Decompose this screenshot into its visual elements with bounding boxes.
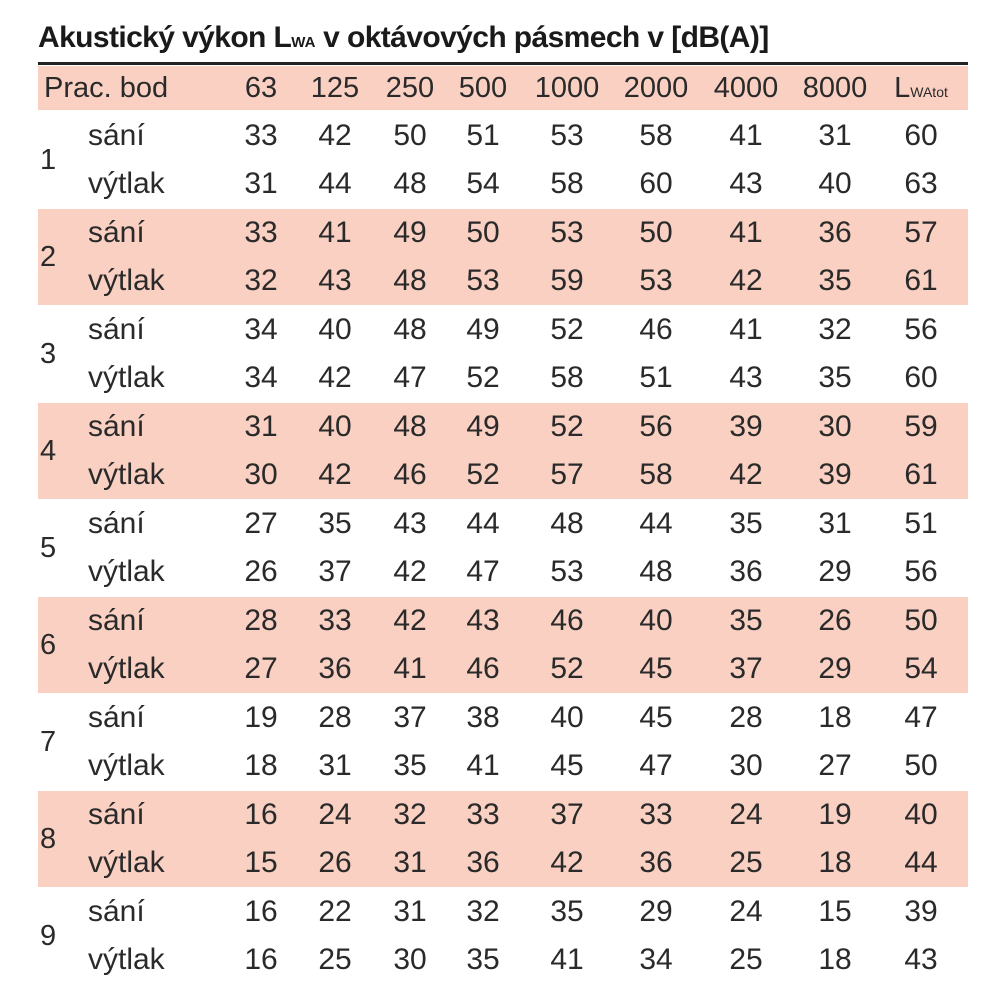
value-cell: 39	[818, 458, 852, 491]
value-cell: 32	[466, 895, 500, 928]
value-cell: 40	[639, 604, 673, 637]
row-label: sání	[88, 507, 145, 540]
value-cell: 59	[550, 264, 584, 297]
value-cell: 47	[393, 361, 427, 394]
value-cell: 54	[466, 167, 500, 200]
table-row	[38, 451, 968, 499]
row-label: sání	[88, 313, 145, 346]
value-cell: 30	[818, 410, 852, 443]
value-cell: 46	[466, 652, 500, 685]
value-cell: 33	[639, 798, 673, 831]
total-cell: 59	[904, 410, 938, 443]
value-cell: 24	[729, 895, 763, 928]
value-cell: 32	[818, 313, 852, 346]
value-cell: 31	[818, 507, 852, 540]
value-cell: 44	[639, 507, 673, 540]
table-row	[38, 597, 968, 645]
value-cell: 27	[244, 652, 278, 685]
value-cell: 25	[729, 943, 763, 976]
header-band: 1000	[534, 72, 600, 104]
value-cell: 43	[729, 361, 763, 394]
table-row	[38, 160, 968, 208]
value-cell: 53	[639, 264, 673, 297]
value-cell: 29	[639, 895, 673, 928]
total-cell: 61	[904, 264, 938, 297]
value-cell: 31	[244, 167, 278, 200]
value-cell: 35	[466, 943, 500, 976]
total-cell: 60	[904, 361, 938, 394]
value-cell: 39	[729, 410, 763, 443]
value-cell: 15	[818, 895, 852, 928]
total-cell: 39	[904, 895, 938, 928]
table-row	[38, 306, 968, 354]
title-prefix: Akustický výkon L	[38, 21, 292, 54]
table-row	[38, 645, 968, 693]
value-cell: 41	[550, 943, 584, 976]
value-cell: 45	[550, 749, 584, 782]
table-row	[38, 112, 968, 160]
header-total-sub: WAtot	[910, 84, 948, 100]
total-cell: 50	[904, 604, 938, 637]
value-cell: 42	[393, 604, 427, 637]
table-title	[38, 18, 769, 63]
total-cell: 56	[904, 555, 938, 588]
total-cell: 57	[904, 216, 938, 249]
row-label: výtlak	[88, 846, 165, 879]
value-cell: 42	[729, 458, 763, 491]
title-suffix: v oktávových pásmech v [dB(A)]	[315, 21, 769, 54]
value-cell: 35	[729, 604, 763, 637]
value-cell: 50	[639, 216, 673, 249]
value-cell: 48	[550, 507, 584, 540]
value-cell: 41	[729, 313, 763, 346]
value-cell: 40	[818, 167, 852, 200]
value-cell: 37	[729, 652, 763, 685]
point-number: 7	[40, 726, 57, 758]
value-cell: 28	[729, 701, 763, 734]
value-cell: 40	[318, 410, 352, 443]
value-cell: 52	[466, 458, 500, 491]
value-cell: 30	[244, 458, 278, 491]
value-cell: 16	[244, 895, 278, 928]
table-row	[38, 209, 968, 257]
value-cell: 52	[550, 313, 584, 346]
header-point-label: Prac. bod	[44, 72, 169, 104]
row-label: sání	[88, 895, 145, 928]
value-cell: 51	[466, 119, 500, 152]
value-cell: 33	[466, 798, 500, 831]
total-cell: 56	[904, 313, 938, 346]
value-cell: 35	[818, 361, 852, 394]
value-cell: 42	[729, 264, 763, 297]
point-group	[38, 209, 968, 305]
value-cell: 56	[639, 410, 673, 443]
point-number: 5	[40, 532, 57, 564]
row-label: výtlak	[88, 167, 165, 200]
value-cell: 36	[639, 846, 673, 879]
table-row	[38, 548, 968, 596]
table-row	[38, 839, 968, 887]
value-cell: 18	[818, 943, 852, 976]
header-band: 8000	[802, 72, 868, 104]
value-cell: 33	[244, 216, 278, 249]
table-row	[38, 694, 968, 742]
value-cell: 53	[550, 119, 584, 152]
value-cell: 47	[466, 555, 500, 588]
value-cell: 18	[818, 846, 852, 879]
value-cell: 27	[244, 507, 278, 540]
value-cell: 31	[318, 749, 352, 782]
value-cell: 60	[639, 167, 673, 200]
point-number: 6	[40, 629, 57, 661]
value-cell: 50	[393, 119, 427, 152]
total-cell: 40	[904, 798, 938, 831]
value-cell: 38	[466, 701, 500, 734]
value-cell: 29	[818, 652, 852, 685]
table-row	[38, 500, 968, 548]
table-row	[38, 888, 968, 936]
value-cell: 48	[639, 555, 673, 588]
header-band: 500	[458, 72, 508, 104]
row-label: sání	[88, 410, 145, 443]
row-label: výtlak	[88, 458, 165, 491]
value-cell: 25	[318, 943, 352, 976]
value-cell: 42	[318, 119, 352, 152]
table-row	[38, 791, 968, 839]
value-cell: 29	[818, 555, 852, 588]
title-subscript: WA	[291, 34, 316, 51]
value-cell: 48	[393, 264, 427, 297]
value-cell: 33	[244, 119, 278, 152]
total-cell: 50	[904, 749, 938, 782]
header-total	[881, 66, 961, 114]
value-cell: 37	[550, 798, 584, 831]
point-group	[38, 791, 968, 887]
value-cell: 45	[639, 652, 673, 685]
header-total-main: L	[894, 72, 911, 104]
value-cell: 41	[393, 652, 427, 685]
value-cell: 44	[466, 507, 500, 540]
value-cell: 42	[318, 361, 352, 394]
total-cell: 63	[904, 167, 938, 200]
value-cell: 19	[244, 701, 278, 734]
value-cell: 43	[729, 167, 763, 200]
value-cell: 18	[818, 701, 852, 734]
value-cell: 42	[393, 555, 427, 588]
point-number: 8	[40, 823, 57, 855]
row-label: sání	[88, 798, 145, 831]
value-cell: 31	[244, 410, 278, 443]
point-number: 1	[40, 144, 57, 176]
total-cell: 47	[904, 701, 938, 734]
value-cell: 30	[393, 943, 427, 976]
point-number: 3	[40, 338, 57, 370]
value-cell: 53	[550, 555, 584, 588]
row-label: sání	[88, 216, 145, 249]
row-label: výtlak	[88, 652, 165, 685]
value-cell: 42	[550, 846, 584, 879]
row-label: výtlak	[88, 555, 165, 588]
point-number: 4	[40, 435, 57, 467]
value-cell: 41	[729, 216, 763, 249]
point-group	[38, 306, 968, 402]
value-cell: 43	[466, 604, 500, 637]
point-number: 9	[40, 920, 57, 952]
value-cell: 41	[466, 749, 500, 782]
value-cell: 58	[550, 361, 584, 394]
value-cell: 41	[729, 119, 763, 152]
value-cell: 52	[550, 652, 584, 685]
point-group	[38, 597, 968, 693]
value-cell: 22	[318, 895, 352, 928]
value-cell: 43	[393, 507, 427, 540]
row-label: výtlak	[88, 264, 165, 297]
value-cell: 46	[639, 313, 673, 346]
value-cell: 31	[818, 119, 852, 152]
row-label: sání	[88, 119, 145, 152]
value-cell: 28	[244, 604, 278, 637]
table-row	[38, 403, 968, 451]
total-cell: 60	[904, 119, 938, 152]
table-row	[38, 936, 968, 984]
value-cell: 28	[318, 701, 352, 734]
value-cell: 36	[818, 216, 852, 249]
value-cell: 31	[393, 895, 427, 928]
value-cell: 48	[393, 167, 427, 200]
total-cell: 43	[904, 943, 938, 976]
value-cell: 36	[729, 555, 763, 588]
value-cell: 47	[639, 749, 673, 782]
value-cell: 35	[393, 749, 427, 782]
point-number: 2	[40, 241, 57, 273]
value-cell: 48	[393, 313, 427, 346]
value-cell: 35	[818, 264, 852, 297]
header-band: 125	[310, 72, 360, 104]
value-cell: 35	[729, 507, 763, 540]
value-cell: 34	[244, 361, 278, 394]
value-cell: 48	[393, 410, 427, 443]
value-cell: 43	[318, 264, 352, 297]
value-cell: 27	[818, 749, 852, 782]
header-band: 2000	[623, 72, 689, 104]
value-cell: 35	[318, 507, 352, 540]
value-cell: 46	[393, 458, 427, 491]
title-rule	[38, 62, 968, 65]
value-cell: 40	[550, 701, 584, 734]
value-cell: 58	[550, 167, 584, 200]
value-cell: 16	[244, 798, 278, 831]
value-cell: 46	[550, 604, 584, 637]
value-cell: 37	[318, 555, 352, 588]
value-cell: 40	[318, 313, 352, 346]
value-cell: 37	[393, 701, 427, 734]
value-cell: 33	[318, 604, 352, 637]
value-cell: 26	[318, 846, 352, 879]
total-cell: 51	[904, 507, 938, 540]
point-group	[38, 112, 968, 208]
row-label: výtlak	[88, 749, 165, 782]
point-group	[38, 403, 968, 499]
value-cell: 41	[318, 216, 352, 249]
table-row	[38, 354, 968, 402]
value-cell: 58	[639, 119, 673, 152]
header-band: 4000	[713, 72, 779, 104]
value-cell: 32	[393, 798, 427, 831]
value-cell: 26	[818, 604, 852, 637]
value-cell: 24	[729, 798, 763, 831]
total-cell: 44	[904, 846, 938, 879]
table-row	[38, 742, 968, 790]
value-cell: 26	[244, 555, 278, 588]
row-label: výtlak	[88, 943, 165, 976]
value-cell: 53	[466, 264, 500, 297]
value-cell: 32	[244, 264, 278, 297]
value-cell: 16	[244, 943, 278, 976]
value-cell: 49	[393, 216, 427, 249]
value-cell: 49	[466, 410, 500, 443]
point-group	[38, 500, 968, 596]
value-cell: 36	[466, 846, 500, 879]
value-cell: 53	[550, 216, 584, 249]
value-cell: 51	[639, 361, 673, 394]
value-cell: 34	[639, 943, 673, 976]
value-cell: 58	[639, 458, 673, 491]
row-label: sání	[88, 701, 145, 734]
point-group	[38, 888, 968, 984]
value-cell: 24	[318, 798, 352, 831]
value-cell: 52	[466, 361, 500, 394]
value-cell: 35	[550, 895, 584, 928]
value-cell: 36	[318, 652, 352, 685]
value-cell: 15	[244, 846, 278, 879]
header-band: 63	[244, 72, 278, 104]
point-group	[38, 694, 968, 790]
value-cell: 57	[550, 458, 584, 491]
value-cell: 19	[818, 798, 852, 831]
value-cell: 49	[466, 313, 500, 346]
value-cell: 18	[244, 749, 278, 782]
value-cell: 30	[729, 749, 763, 782]
row-label: výtlak	[88, 361, 165, 394]
value-cell: 45	[639, 701, 673, 734]
table-row	[38, 257, 968, 305]
total-cell: 54	[904, 652, 938, 685]
header-row	[38, 66, 968, 110]
value-cell: 50	[466, 216, 500, 249]
header-band: 250	[385, 72, 435, 104]
row-label: sání	[88, 604, 145, 637]
value-cell: 42	[318, 458, 352, 491]
value-cell: 25	[729, 846, 763, 879]
value-cell: 44	[318, 167, 352, 200]
total-cell: 61	[904, 458, 938, 491]
value-cell: 52	[550, 410, 584, 443]
value-cell: 31	[393, 846, 427, 879]
value-cell: 34	[244, 313, 278, 346]
